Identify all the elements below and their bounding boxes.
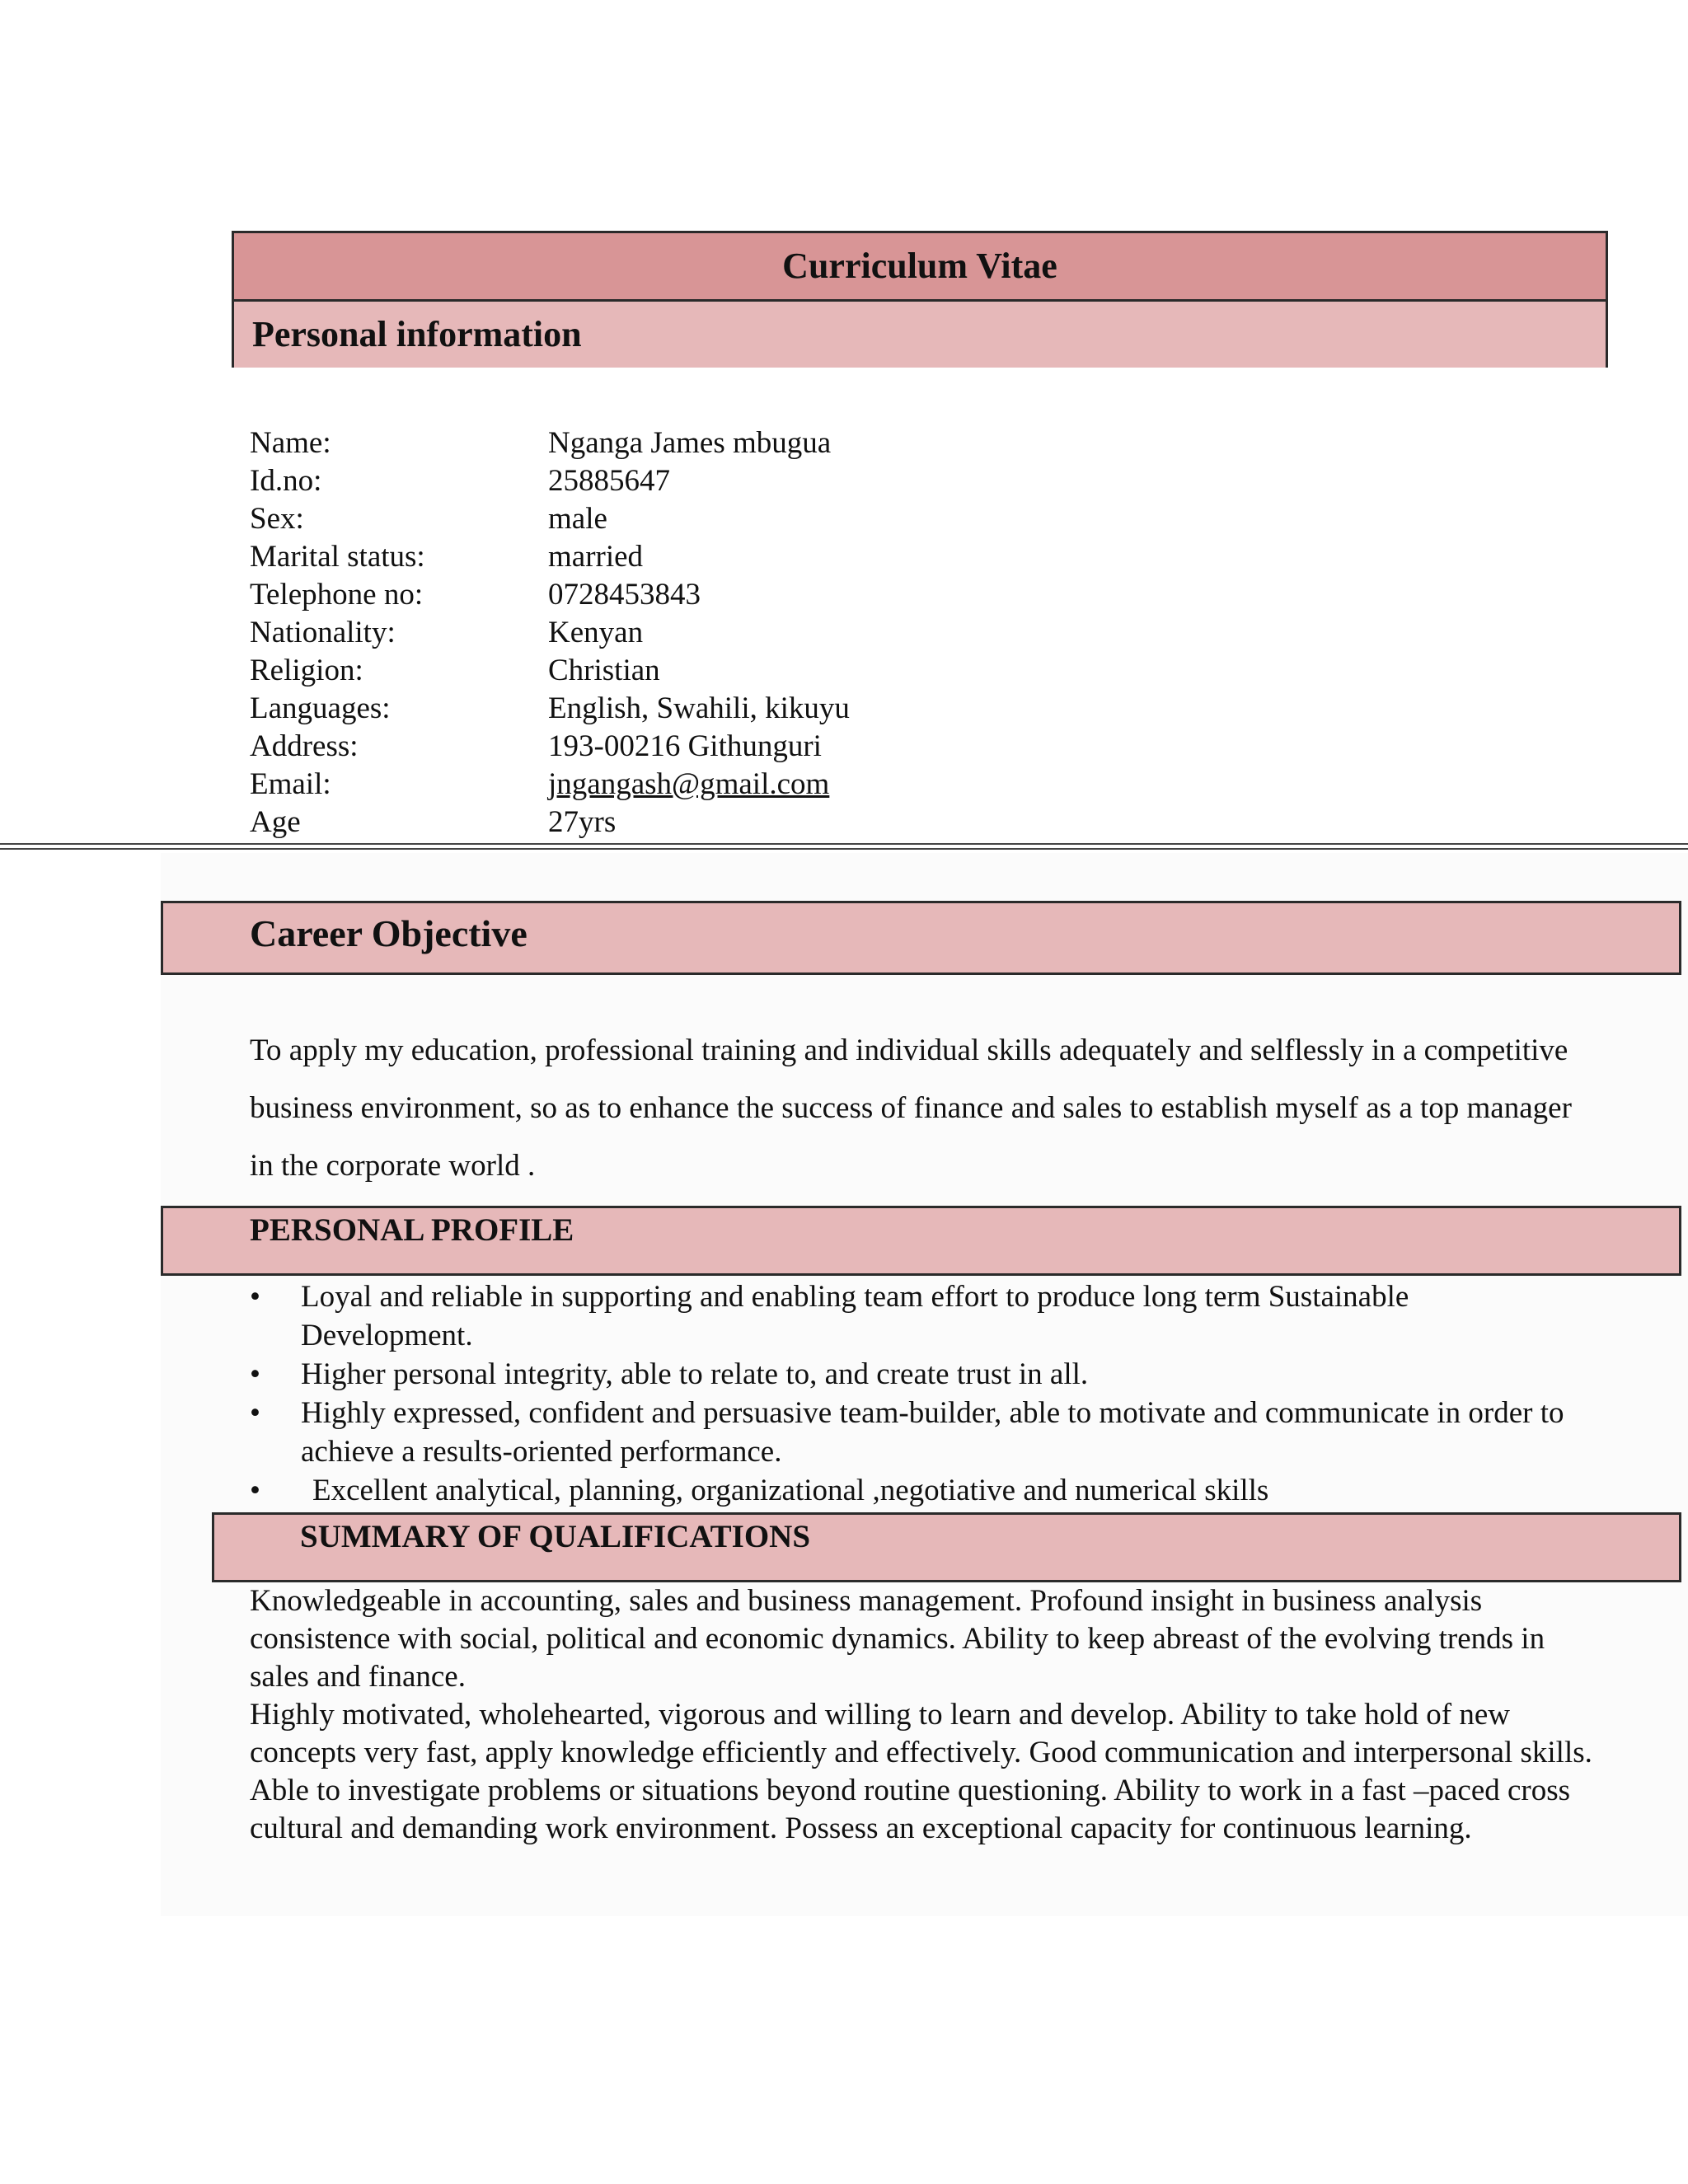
list-item-text: Highly expressed, confident and persuasive team-builder, able to motivate and communicate in order to achieve a results-oriented performance.	[301, 1396, 1564, 1469]
personal-info-table	[250, 424, 850, 841]
cv-header-box	[232, 231, 1608, 368]
list-item	[250, 1355, 1568, 1394]
info-value: 27yrs	[548, 805, 617, 839]
info-value: 193-00216 Githunguri	[548, 729, 822, 763]
bullet-icon: •	[250, 1474, 260, 1507]
info-label: Name:	[250, 426, 331, 460]
qualifications-paragraph: Highly motivated, wholehearted, vigorous and willing to learn and develop. Ability to take hold of new concepts very fast, apply knowledge efficiently and effectively. Good communication and interpersonal skills. Able to investigate problems or situations beyond routine questioning. Ability to work in a fast –paced cross cultural and demanding work environment. Possess an exceptional capacity for continuous learning.	[250, 1698, 1592, 1845]
career-objective-text: To apply my education, professional training and individual skills adequately and selflessly in a competitive business environment, so as to enhance the success of finance and sales to establish myself as a top manager in the corporate world .	[250, 1033, 1572, 1183]
personal-profile-heading: PERSONAL PROFILE	[250, 1212, 574, 1248]
info-row-marital-status	[250, 538, 850, 576]
cv-title: Curriculum Vitae	[234, 233, 1606, 302]
info-label: Sex:	[250, 502, 304, 536]
info-label: Email:	[250, 767, 331, 801]
list-item-text: Higher personal integrity, able to relate to, and create trust in all.	[301, 1357, 1089, 1391]
info-value: Kenyan	[548, 616, 644, 649]
info-value: English, Swahili, kikuyu	[548, 691, 850, 725]
profile-list	[250, 1277, 1568, 1510]
info-value: 25885647	[548, 464, 670, 498]
info-label: Address:	[250, 729, 359, 763]
info-row-email	[250, 766, 850, 804]
list-item-text: Loyal and reliable in supporting and enabling team effort to produce long term Sustainable Development.	[301, 1280, 1409, 1352]
info-label: Religion:	[250, 654, 363, 687]
info-row-nationality	[250, 614, 850, 652]
qualifications-paragraph: Knowledgeable in accounting, sales and business management. Profound insight in business analysis consistence with social, political and economic dynamics. Ability to keep abreast of the evolving trends in sales and finance.	[250, 1584, 1545, 1694]
qualifications-heading: SUMMARY OF QUALIFICATIONS	[300, 1519, 811, 1554]
divider-line	[0, 848, 1688, 850]
info-value: male	[548, 502, 607, 536]
info-row-id	[250, 462, 850, 500]
info-value: 0728453843	[548, 578, 701, 612]
info-row-languages	[250, 690, 850, 728]
info-row-telephone	[250, 576, 850, 614]
bullet-icon: •	[250, 1396, 260, 1430]
info-label: Telephone no:	[250, 578, 424, 612]
divider-line	[0, 843, 1688, 845]
info-label: Id.no:	[250, 464, 322, 498]
email-link[interactable]: jngangash@gmail.com	[548, 767, 830, 801]
list-item-text: Excellent analytical, planning, organizational ,negotiative and numerical skills	[312, 1474, 1269, 1507]
list-item	[250, 1394, 1568, 1471]
personal-info-heading: Personal information	[234, 302, 1606, 368]
info-row-sex	[250, 500, 850, 538]
info-label: Nationality:	[250, 616, 396, 649]
info-row-address	[250, 728, 850, 766]
bullet-icon: •	[250, 1357, 260, 1391]
info-label: Languages:	[250, 691, 391, 725]
career-objective-heading: Career Objective	[250, 912, 528, 954]
qualifications-text	[250, 1582, 1593, 1848]
info-value: married	[548, 540, 644, 574]
info-row-religion	[250, 652, 850, 690]
info-label: Marital status:	[250, 540, 425, 574]
list-item	[250, 1277, 1568, 1355]
info-value: Christian	[548, 654, 660, 687]
info-row-name	[250, 424, 850, 462]
list-item	[250, 1471, 1568, 1510]
info-label: Age	[250, 805, 301, 839]
info-value: Nganga James mbugua	[548, 426, 832, 460]
bullet-icon: •	[250, 1280, 260, 1314]
info-row-age	[250, 804, 850, 841]
